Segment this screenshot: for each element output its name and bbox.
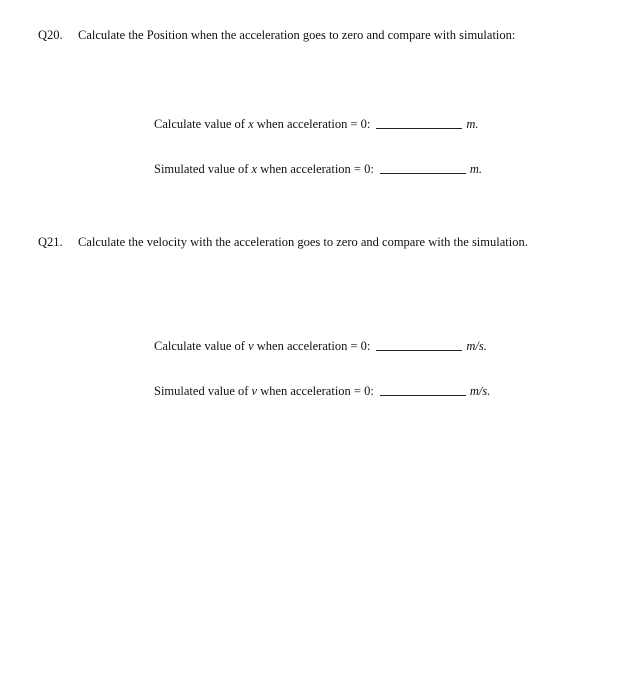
answer-blank[interactable] <box>376 339 462 351</box>
answer-label <box>154 384 374 399</box>
variable-symbol: x <box>248 117 254 131</box>
answer-label <box>154 162 374 177</box>
question-number: Q20. <box>38 28 63 42</box>
question-20 <box>38 28 515 43</box>
variable-symbol: v <box>251 384 258 398</box>
label-suffix: when acceleration = 0: <box>253 117 371 131</box>
label-suffix: when acceleration = 0: <box>257 384 374 398</box>
answer-row-simulated-v <box>154 383 490 399</box>
answer-blank[interactable] <box>380 384 466 396</box>
answer-label <box>154 339 370 354</box>
answer-label <box>154 117 370 132</box>
label-prefix: Simulated value of <box>154 162 252 176</box>
label-suffix: when acceleration = 0: <box>253 339 371 353</box>
variable-symbol: x <box>251 162 258 176</box>
answer-row-calculated-v <box>154 338 487 354</box>
label-prefix: Calculate value of <box>154 117 249 131</box>
variable-symbol: v <box>248 339 254 353</box>
label-suffix: when acceleration = 0: <box>257 162 374 176</box>
unit-label: m. <box>469 162 482 176</box>
label-prefix: Calculate value of <box>154 339 249 353</box>
question-21 <box>38 235 528 250</box>
unit-label: m. <box>466 117 479 131</box>
question-text: Calculate the Position when the acceleration goes to zero and compare with simulation: <box>78 28 516 42</box>
answer-blank[interactable] <box>380 162 466 174</box>
unit-label: m/s. <box>469 384 491 398</box>
answer-blank[interactable] <box>376 117 462 129</box>
question-text: Calculate the velocity with the acceleration goes to zero and compare with the simulation. <box>78 235 528 249</box>
answer-row-simulated-x <box>154 161 482 177</box>
answer-row-calculated-x <box>154 116 479 132</box>
unit-label: m/s. <box>466 339 487 353</box>
question-number: Q21. <box>38 235 63 249</box>
label-prefix: Simulated value of <box>154 384 252 398</box>
